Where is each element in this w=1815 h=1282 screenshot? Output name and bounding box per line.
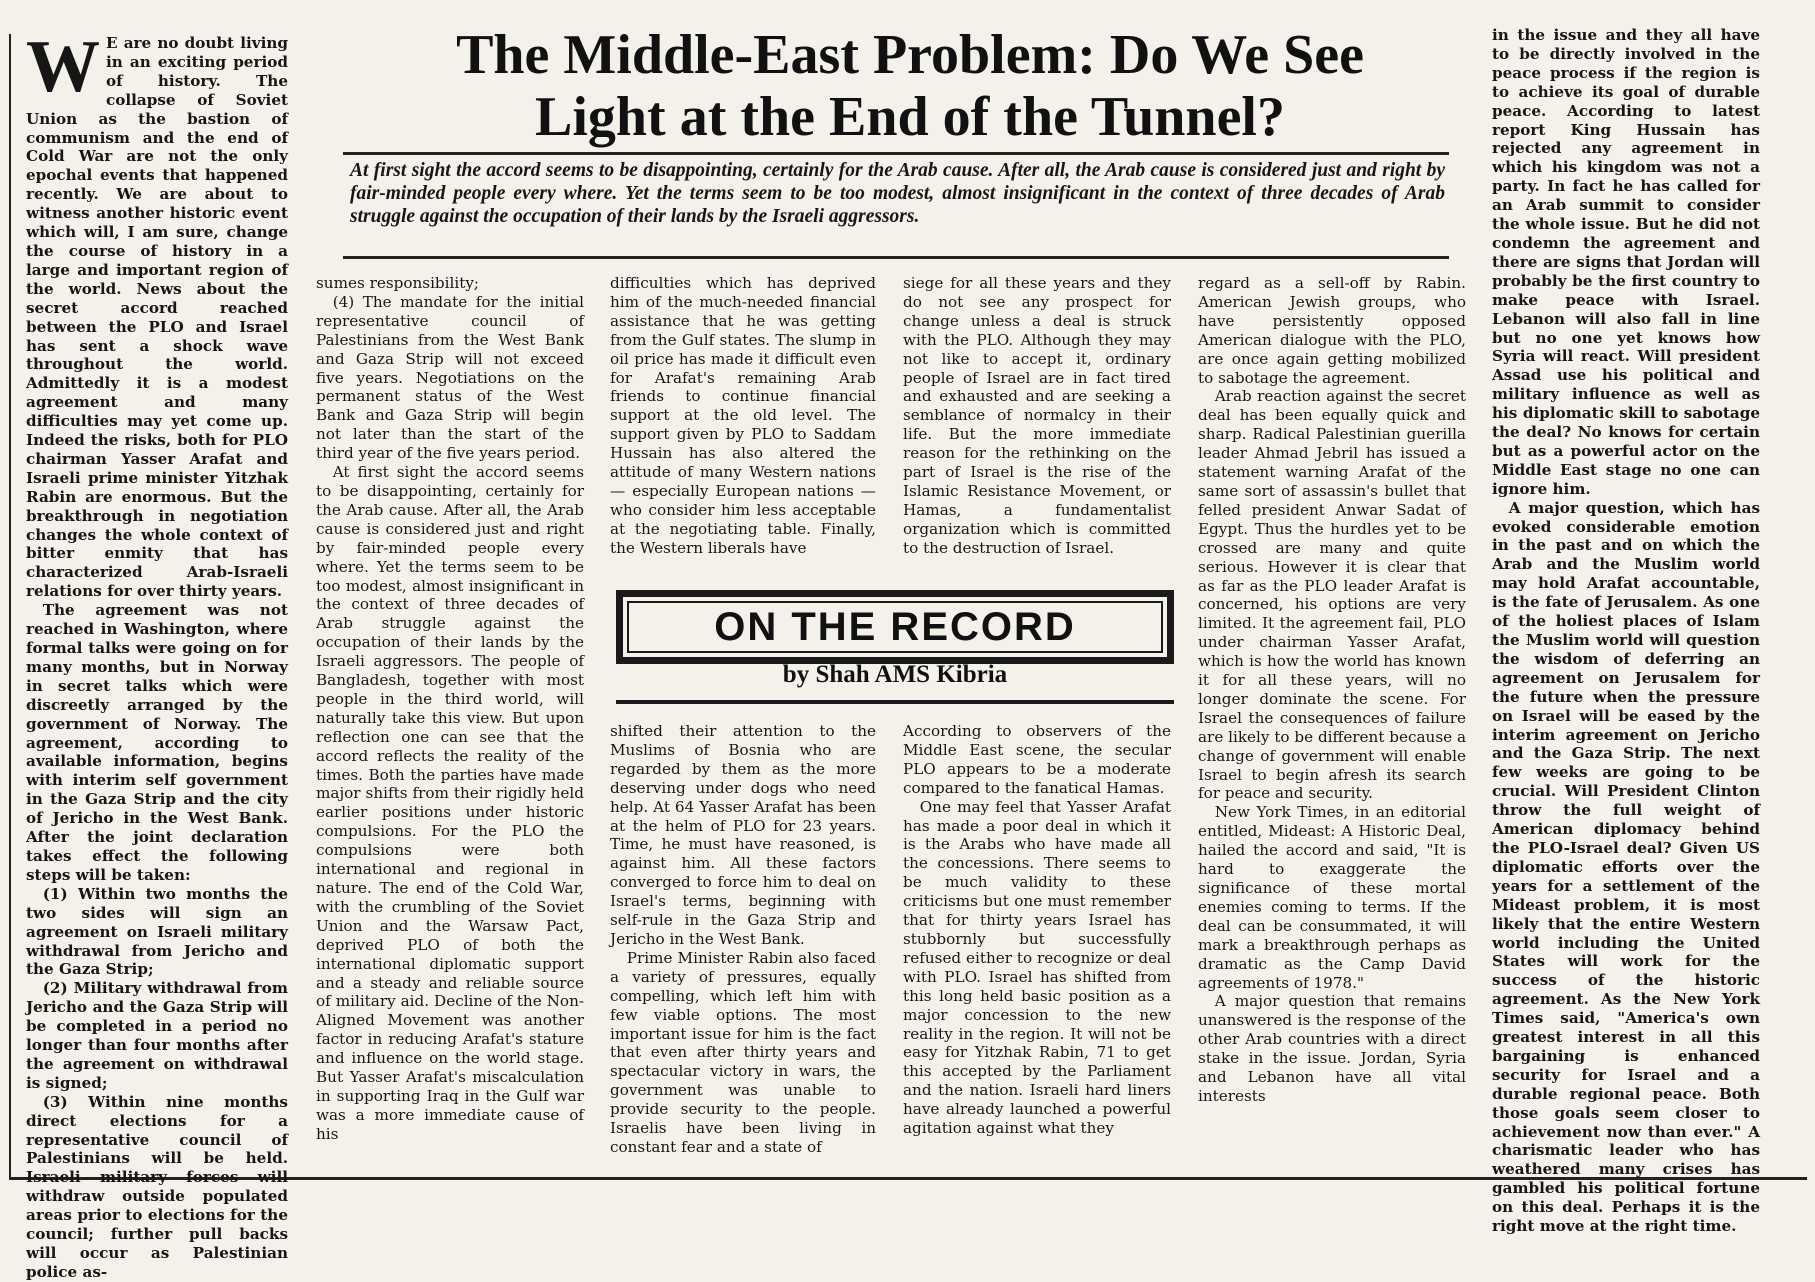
record-title: ON THE RECORD <box>714 605 1076 649</box>
deck-summary: At first sight the accord seems to be disappointing, certainly for the Arab cause. After all, the Arab cause is considered just and right by fair-minded people every where. Yet the terms seem to be too modest, almost insignificant in the context of three decades of Arab struggle against the occupation of their lands by the Israeli aggressors. <box>350 160 1445 227</box>
headline-line-2: Light at the End of the Tunnel? <box>535 86 1285 148</box>
column-4-bottom <box>903 722 1171 1174</box>
column-1 <box>26 26 288 1281</box>
paragraph: At first sight the accord seems to be disappointing, certainly for the Arab cause. After all, the Arab cause is considered just and right by fair-minded people every where. Yet the terms seem to be too modest, almost insignificant in the context of three decades of Arab struggle against the occupation of their lands by the Israeli aggressors. The people of Bangladesh, together with most people in the third world, will naturally take this view. But upon reflection one can see that the accord reflects the reality of the times. Both the parties have made major shifts from their rigidly held earlier positions under historic compulsions. For the PLO the compulsions were both international and regional in nature. The end of the Cold War, with the crumbling of the Soviet Union and the Warsaw Pact, deprived PLO of both the international diplomatic support and a steady and reliable source of military aid. Decline of the Non-Aligned Movement was another factor in reducing Arafat's stature and influence on the world stage. But Yasser Arafat's miscalculation in supporting Iraq in the Gulf war was a more immediate cause of his <box>316 463 584 1143</box>
paragraph: (3) Within nine months direct elections for a representative council of Palestinians will be held. Israeli military forces will withdraw outside populated areas prior to elections for the council; further pull backs will occur as Palestinian police as- <box>26 1092 288 1281</box>
paragraph: (1) Within two months the two sides will sign an agreement on Israeli military withdrawal from Jericho and the Gaza Strip; <box>26 884 288 979</box>
paragraph: E are no doubt living in an exciting period of history. The collapse of Soviet Union as the bastion of communism and the end of Cold War are not the only epochal events that happened recently. We are about to witness another historic event which will, I am sure, change the course of history in a large and important region of the world. News about the secret accord reached between the PLO and Israel has sent a shock wave throughout the world. Admittedly it is a modest agreement and many difficulties may yet come up. Indeed the risks, both for PLO chairman Yasser Arafat and Israeli prime minister Yitzhak Rabin are enormous. But the breakthrough in negotiation changes the whole context of bitter enmity that has characterized Arab-Israeli relations for over thirty years. <box>26 34 288 601</box>
on-the-record-box <box>616 590 1174 664</box>
paragraph: in the issue and they all have to be directly involved in the peace process if the region is to achieve its goal of durable peace. According to latest report King Hussain has rejected any agreement in which his kingdom was not a party. In fact he has called for an Arab summit to consider the whole issue. But he did not condemn the agreement and there are signs that Jordan will probably be the first country to make peace with Israel. Lebanon will also fall in line but no one yet knows how Syria will react. Will president Assad use his political and military influence as well as his diplomatic skill to sabotage the deal? No knows for certain but as a powerful actor on the Middle East stage no one can ignore him. <box>1492 26 1760 498</box>
headline-rule-top <box>343 152 1449 155</box>
drop-cap: W <box>26 26 100 108</box>
paragraph: siege for all these years and they do not see any prospect for change unless a deal is struck with the PLO. Although they may not like to accept it, ordinary people of Israel are in fact tired and exhausted and are seeking a semblance of normalcy in their life. But the more immediate reason for the rethinking on the part of Israel is the rise of the Islamic Resistance Movement, or Hamas, a fundamentalist organization which is committed to the destruction of Israel. <box>903 274 1171 557</box>
paragraph: A major question that remains unanswered is the response of the other Arab countries with a direct stake in the issue. Jordan, Syria and Lebanon have all vital interests <box>1198 992 1466 1105</box>
paragraph: shifted their attention to the Muslims of Bosnia who are regarded by them as the more deserving under dogs who need help. At 64 Yasser Arafat has been at the helm of PLO for 23 years. Time, he must have reasoned, is against him. All these factors converged to force him to deal on Israel's terms, beginning with self-rule in the Gaza Strip and Jericho in the West Bank. <box>610 722 876 948</box>
headline <box>330 24 1490 148</box>
paragraph: A major question, which has evoked considerable emotion in the past and on which the Arab and the Muslim world may hold Arafat accountable, is the fate of Jerusalem. As one of the holiest places of Islam the Muslim world will question the wisdom of deferring an agreement on Jerusalem for the future when the pressure on Israel will be eased by the interim agreement on Jericho and the Gaza Strip. The next few weeks are going to be crucial. Will President Clinton throw the full weight of American diplomacy behind the PLO-Israel deal? Given US diplomatic efforts over the years for a settlement of the Mideast problem, it is most likely that the entire Western world including the United States will work for the success of the historic agreement. As the New York Times said, "America's own greatest interest in all this bargaining is enhanced security for Israel and a durable regional peace. Both those goals seem closer to achievement now than ever." A charismatic leader who has weathered many crises has gambled his political fortune on this deal. Perhaps it is the right move at the right time. <box>1492 498 1760 1236</box>
paragraph: sumes responsibility; <box>316 274 480 292</box>
paragraph: One may feel that Yasser Arafat has made a poor deal in which it is the Arabs who have made all the concessions. There seems to be much validity to these criticisms but one must remember that for thirty years Israel has stubbornly but successfully refused either to recognize or deal with PLO. Israel has shifted from this long held basic position as a major concession to the new reality in the region. It will not be easy for Yitzhak Rabin, 71 to get this accepted by the Parliament and the nation. Israeli hard liners have already launched a powerful agitation against what they <box>903 797 1171 1138</box>
column-6 <box>1492 26 1760 1236</box>
paragraph: Arab reaction against the secret deal has been equally quick and sharp. Radical Palestinian guerilla leader Ahmad Jebril has issued a statement warning Arafat of the same sort of assassin's bullet that felled president Anwar Sadat of Egypt. Thus the hurdles yet to be crossed are many and quite serious. However it is clear that as far as the PLO leader Arafat is concerned, his options are very limited. It the agreement fail, PLO under chairman Yasser Arafat, which is how the world has known it for all these years, will no longer dominate the scene. For Israel the consequences of failure are likely to be different because a change of government will enable Israel to begin afresh its search for peace and security. <box>1198 387 1466 803</box>
column-4-top <box>903 274 1171 576</box>
column-5 <box>1198 274 1466 1174</box>
paragraph: (2) Military withdrawal from Jericho and the Gaza Strip will be completed in a period no longer than four months after the agreement on withdrawal is signed; <box>26 979 288 1092</box>
paragraph: According to observers of the Middle East scene, the secular PLO appears to be a moderate compared to the fanatical Hamas. <box>903 722 1171 797</box>
paragraph: difficulties which has deprived him of the much-needed financial assistance that he was getting from the Gulf states. The slump in oil price has made it difficult even for Arafat's remaining Arab friends to continue financial support at the old level. The support given by PLO to Saddam Hussain has also altered the attitude of many Western nations — especially European nations — who consider him less acceptable at the negotiating table. Finally, the Western liberals have <box>610 274 876 557</box>
column-3-bottom <box>610 722 876 1174</box>
paragraph: New York Times, in an editorial entitled, Mideast: A Historic Deal, hailed the accord and said, "It is hard to exaggerate the significance of these mortal enemies coming to terms. If the deal can be consummated, it will mark a breakthrough perhaps as dramatic as the Camp David agreements of 1978." <box>1198 803 1466 992</box>
paragraph: (4) The mandate for the initial representative council of Palestinians from the West Bank and Gaza Strip will not exceed five years. Negotiations on the permanent status of the West Bank and Gaza Strip will begin not later than the start of the third year of the five years period. <box>316 292 584 463</box>
left-column-rule <box>9 34 11 1178</box>
headline-line-1: The Middle-East Problem: Do We See <box>456 24 1364 86</box>
byline-rule <box>616 700 1174 704</box>
byline: by Shah AMS Kibria <box>782 661 1008 688</box>
column-3-top <box>610 274 876 576</box>
paragraph: regard as a sell-off by Rabin. American Jewish groups, who have persistently opposed American dialogue with the PLO, are once again getting mobilized to sabotage the agreement. <box>1198 274 1466 387</box>
paragraph: The agreement was not reached in Washington, where formal talks were going on for many months, but in Norway in secret talks which were discreetly arranged by the government of Norway. The agreement, according to available information, begins with interim self government in the Gaza Strip and the city of Jericho in the West Bank. After the joint declaration takes effect the following steps will be taken: <box>26 601 288 884</box>
paragraph: Prime Minister Rabin also faced a variety of pressures, equally compelling, which left him with few viable options. The most important issue for him is the fact that even after thirty years and spectacular victory in wars, the government was unable to provide security to the people. Israelis have been living in constant fear and a state of <box>610 948 876 1156</box>
column-2 <box>316 274 584 1174</box>
headline-rule-bottom <box>343 256 1449 259</box>
